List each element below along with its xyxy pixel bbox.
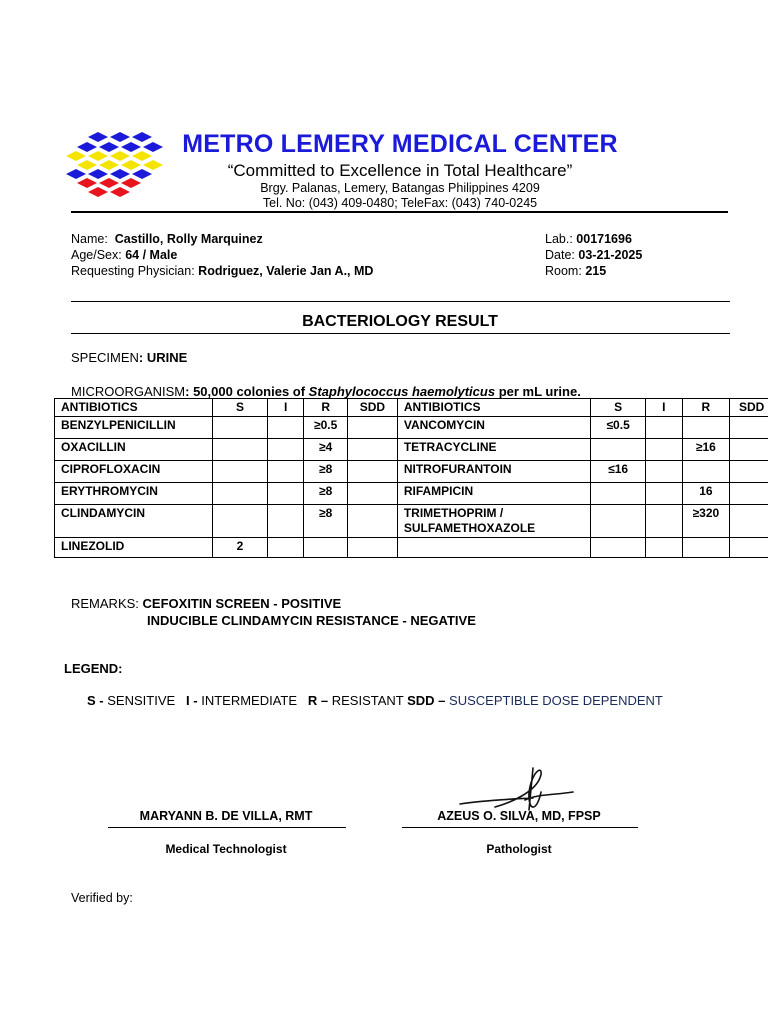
- pathologist-role: Pathologist: [486, 842, 552, 856]
- header-divider: [71, 211, 728, 213]
- specimen-label: SPECIMEN: [71, 350, 139, 365]
- i-value: [646, 439, 682, 461]
- s-value: [212, 461, 267, 483]
- hospital-address: [0, 181, 768, 211]
- patient-name-row: [71, 231, 373, 247]
- patient-info-left: [71, 231, 373, 279]
- r-value: [682, 461, 730, 483]
- lab-row: [545, 231, 642, 247]
- remarks-block: [71, 595, 476, 629]
- lab-number: 00171696: [576, 232, 632, 246]
- legend-line: [87, 693, 663, 708]
- room-row: [545, 263, 642, 279]
- remarks-text-2: INDUCIBLE CLINDAMYCIN RESISTANCE - NEGATIVE: [147, 613, 476, 628]
- address-line: Brgy. Palanas, Lemery, Batangas Philippines 4209: [260, 181, 540, 195]
- microorganism-prefix: : 50,000 colonies of: [185, 384, 309, 399]
- remarks-label: REMARKS:: [71, 596, 139, 611]
- report-title: BACTERIOLOGY RESULT: [302, 313, 498, 330]
- legend-i-text: INTERMEDIATE: [201, 693, 298, 708]
- report-date: 03-21-2025: [578, 248, 643, 262]
- sdd-value: [347, 505, 397, 538]
- sdd-value: [730, 505, 768, 538]
- legend-sdd-key: SDD –: [407, 693, 446, 708]
- pathologist-signature: [455, 762, 580, 812]
- sdd-value: [347, 483, 397, 505]
- table-row: [55, 505, 768, 538]
- s-value: [591, 538, 646, 558]
- r-value: [682, 538, 730, 558]
- r-value: ≥4: [304, 439, 348, 461]
- r-value: ≥8: [304, 461, 348, 483]
- physician-row: [71, 263, 373, 279]
- col-sdd-header: SDD: [347, 399, 397, 417]
- r-value: [682, 417, 730, 439]
- s-value: [212, 439, 267, 461]
- antibiotic-name: CLINDAMYCIN: [55, 505, 213, 538]
- table-row: [55, 439, 768, 461]
- r-value: ≥0.5: [304, 417, 348, 439]
- antibiotic-name: CIPROFLOXACIN: [55, 461, 213, 483]
- r-value: ≥8: [304, 483, 348, 505]
- legend-s-text: SENSITIVE: [107, 693, 176, 708]
- antibiotic-name: BENZYLPENICILLIN: [55, 417, 213, 439]
- col-i-header-2: I: [646, 399, 682, 417]
- antibiotic-name: [397, 538, 590, 558]
- antibiotic-name: NITROFURANTOIN: [397, 461, 590, 483]
- sdd-value: [730, 417, 768, 439]
- col-antibiotics-header-2: ANTIBIOTICS: [397, 399, 590, 417]
- i-value: [646, 417, 682, 439]
- s-value: [212, 505, 267, 538]
- i-value: [267, 461, 303, 483]
- patient-info-right: [545, 231, 642, 279]
- table-header-row: [55, 399, 768, 417]
- antibiotic-name: TETRACYCLINE: [397, 439, 590, 461]
- antibiotic-name: ERYTHROMYCIN: [55, 483, 213, 505]
- r-value: 16: [682, 483, 730, 505]
- sdd-value: [347, 461, 397, 483]
- microorganism-label: MICROORGANISM: [71, 384, 186, 399]
- table-row: [55, 417, 768, 439]
- sdd-value: [347, 439, 397, 461]
- patient-agesex-row: [71, 247, 373, 263]
- sdd-value: [347, 538, 397, 558]
- s-value: ≤16: [591, 461, 646, 483]
- s-value: [212, 483, 267, 505]
- medtech-name: MARYANN B. DE VILLA, RMT: [139, 809, 313, 823]
- microorganism-name: Staphylococcus haemolyticus: [308, 384, 496, 399]
- hospital-motto: “Committed to Excellence in Total Healthcare”: [227, 161, 573, 180]
- specimen-value: : URINE: [138, 350, 188, 365]
- antibiotic-name: OXACILLIN: [55, 439, 213, 461]
- contact-line: Tel. No: (043) 409-0480; TeleFax: (043) 740-0245: [262, 196, 538, 210]
- specimen-line: [71, 350, 187, 366]
- title-bottom-rule: [71, 333, 730, 334]
- i-value: [267, 505, 303, 538]
- s-value: 2: [212, 538, 267, 558]
- legend-i-key: I -: [186, 693, 198, 708]
- medtech-signature-line: [108, 827, 346, 828]
- table-row: [55, 538, 768, 558]
- physician-name: Rodriguez, Valerie Jan A., MD: [198, 264, 374, 278]
- microorganism-suffix: per mL urine.: [495, 384, 581, 399]
- legend-s-key: S -: [87, 693, 104, 708]
- antibiotic-name: LINEZOLID: [55, 538, 213, 558]
- i-value: [646, 538, 682, 558]
- s-value: [591, 505, 646, 538]
- pathologist-name: AZEUS O. SILVA, MD, FPSP: [437, 809, 601, 823]
- room-label: Room:: [545, 264, 582, 278]
- i-value: [267, 538, 303, 558]
- date-label: Date:: [545, 248, 575, 262]
- i-value: [646, 483, 682, 505]
- physician-label: Requesting Physician:: [71, 264, 195, 278]
- remarks-text-1: CEFOXITIN SCREEN - POSITIVE: [142, 596, 342, 611]
- sdd-value: [730, 461, 768, 483]
- col-r-header: R: [304, 399, 348, 417]
- antibiotic-name: TRIMETHOPRIM / SULFAMETHOXAZOLE: [397, 505, 590, 538]
- r-value: [304, 538, 348, 558]
- antibiotic-name: VANCOMYCIN: [397, 417, 590, 439]
- s-value: [591, 439, 646, 461]
- patient-name: Castillo, Rolly Marquinez: [114, 232, 263, 246]
- legend-sdd-text: SUSCEPTIBLE DOSE DEPENDENT: [449, 693, 663, 708]
- patient-agesex: 64 / Male: [125, 248, 178, 262]
- legend-r-text: RESISTANT: [331, 693, 404, 708]
- antibiotic-table: [54, 398, 768, 558]
- sdd-value: [730, 439, 768, 461]
- lab-label: Lab.:: [545, 232, 573, 246]
- r-value: ≥16: [682, 439, 730, 461]
- col-s-header-2: S: [591, 399, 646, 417]
- i-value: [267, 483, 303, 505]
- hospital-name: METRO LEMERY MEDICAL CENTER: [182, 130, 618, 158]
- s-value: [212, 417, 267, 439]
- i-value: [267, 417, 303, 439]
- r-value: ≥320: [682, 505, 730, 538]
- title-top-rule: [71, 301, 730, 302]
- col-s-header: S: [212, 399, 267, 417]
- table-row: [55, 483, 768, 505]
- room-number: 215: [585, 264, 607, 278]
- sdd-value: [730, 483, 768, 505]
- sdd-value: [347, 417, 397, 439]
- col-sdd-header-2: SDD: [730, 399, 768, 417]
- sdd-value: [730, 538, 768, 558]
- table-row: [55, 461, 768, 483]
- name-label: Name:: [71, 232, 108, 246]
- agesex-label: Age/Sex:: [71, 248, 122, 262]
- r-value: ≥8: [304, 505, 348, 538]
- col-antibiotics-header: ANTIBIOTICS: [55, 399, 213, 417]
- medtech-role: Medical Technologist: [165, 842, 287, 856]
- col-i-header: I: [267, 399, 303, 417]
- remarks-line-1: [71, 595, 476, 612]
- date-row: [545, 247, 642, 263]
- col-r-header-2: R: [682, 399, 730, 417]
- s-value: ≤0.5: [591, 417, 646, 439]
- antibiotic-name: RIFAMPICIN: [397, 483, 590, 505]
- i-value: [646, 505, 682, 538]
- i-value: [646, 461, 682, 483]
- i-value: [267, 439, 303, 461]
- pathologist-signature-line: [402, 827, 638, 828]
- s-value: [591, 483, 646, 505]
- legend-r-key: R –: [307, 693, 329, 708]
- verified-by-label: Verified by:: [71, 891, 133, 905]
- legend-title: LEGEND:: [64, 661, 123, 676]
